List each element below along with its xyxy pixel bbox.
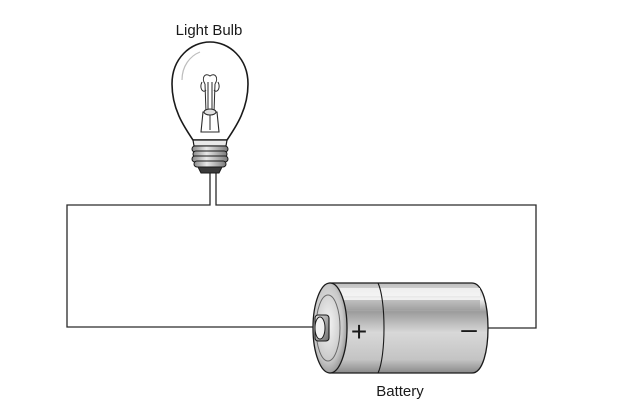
wire-left — [67, 172, 313, 327]
bulb-screw-base — [192, 146, 228, 173]
battery-positive-sign: + — [350, 316, 368, 347]
light-bulb-icon — [172, 22, 248, 173]
battery-negative-sign: – — [461, 313, 477, 344]
battery-positive-terminal — [315, 315, 329, 341]
battery-label: Battery — [376, 383, 424, 400]
light-bulb-label: Light Bulb — [175, 22, 243, 39]
battery-icon — [313, 283, 488, 400]
